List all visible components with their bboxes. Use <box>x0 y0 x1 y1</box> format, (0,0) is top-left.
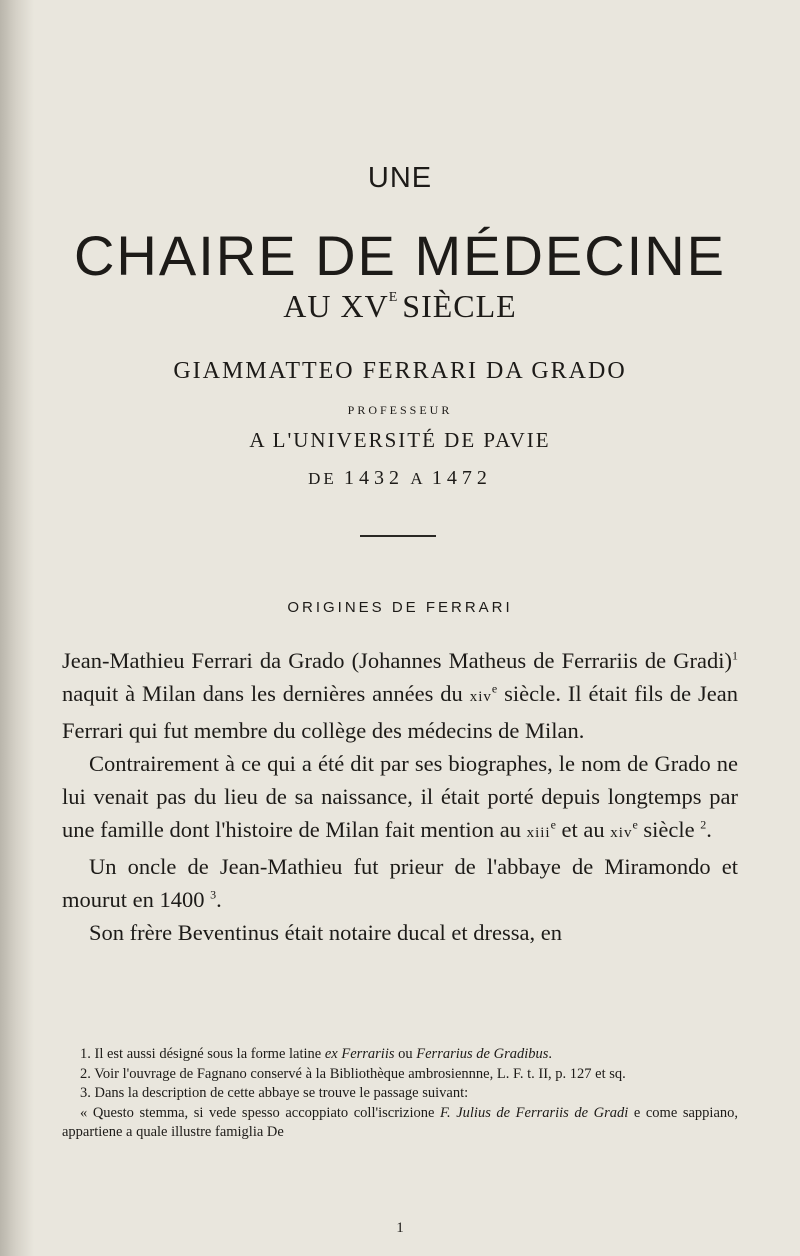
p1-roman-century: xiv <box>469 689 492 705</box>
author-name: GIAMMATTEO FERRARI DA GRADO <box>173 358 627 384</box>
date-from: 1432 <box>344 467 404 489</box>
p1-text-c: siècle. Il était fils de Jean Ferrari qui fut membre du collège des médecins de Milan. <box>62 681 738 743</box>
date-range <box>0 467 800 490</box>
footnote-1-text-a: 1. Il est aussi désigné sous la forme latine <box>80 1046 325 1062</box>
footnote-3-quote-italic: F. Julius de Ferrariis de Gradi <box>440 1104 629 1121</box>
footnote-1 <box>62 1045 738 1065</box>
footnote-ref-3: 3 <box>210 887 217 902</box>
footnotes <box>62 1045 738 1143</box>
footnote-1-italic-1: ex Ferrariis <box>324 1046 395 1062</box>
p2-text-c: siècle <box>637 817 701 842</box>
p3-text-b: . <box>216 887 222 912</box>
p2-text-b: et au <box>555 817 611 842</box>
footnote-3-quote-a: « Questo stemma, si vede spesso accoppiato coll'iscrizione <box>80 1104 441 1121</box>
section-title: ORIGINES DE FERRARI <box>287 599 513 616</box>
footnote-1-italic-2: Ferrarius de Gradibus <box>416 1046 549 1062</box>
paragraph-4: Son frère Beventinus était notaire ducal et dressa, en <box>89 920 562 945</box>
paragraph-2 <box>62 747 738 850</box>
p2-roman-century-1: xiii <box>526 825 551 841</box>
body-text <box>62 644 738 949</box>
century-suffix: SIÈCLE <box>402 288 517 324</box>
p3-text-a: Un oncle de Jean-Mathieu fut prieur de l'abbaye de Miramondo et mourut en 1400 <box>62 854 738 912</box>
date-to: 1472 <box>431 467 492 489</box>
university: A L'UNIVERSITÉ DE PAVIE <box>249 428 551 452</box>
footnote-1-text-b: ou <box>394 1046 417 1062</box>
paragraph-1 <box>62 644 738 747</box>
footnote-ref-1: 1 <box>732 648 738 663</box>
footnote-1-text-c: . <box>548 1046 553 1062</box>
p2-text-d: . <box>706 817 712 842</box>
divider-rule <box>360 535 436 537</box>
page-title: CHAIRE DE MÉDECINE <box>73 224 727 287</box>
p1-text-b: naquit à Milan dans les dernières années du <box>62 681 470 706</box>
footnote-3-quote-b: e come sappiano, appartiene a quale illustre famiglia De <box>62 1104 738 1140</box>
dates-de: DE <box>308 469 337 488</box>
author-role: PROFESSEUR <box>347 403 453 417</box>
title-kicker: UNE <box>367 162 433 194</box>
century-heading <box>0 288 800 325</box>
p1-text-a: Jean-Mathieu Ferrari da Grado (Johannes Matheus de Ferrariis de Gradi) <box>62 648 732 673</box>
century-prefix: AU XV <box>283 288 389 324</box>
footnote-ref-2: 2 <box>700 817 707 832</box>
dates-a: A <box>410 469 425 488</box>
p2-text-a: Contrairement à ce qui a été dit par ses biographes, le nom de Grado ne lui venait pas du lieu de sa naissance, il était porté depuis longtemps par une famille dont l'histoire de Milan fait mention au <box>62 751 738 842</box>
footnote-3: 3. Dans la description de cette abbaye se trouve le passage suivant: <box>80 1085 469 1101</box>
footnote-2: 2. Voir l'ouvrage de Fagnano conservé à la Bibliothèque ambrosiennne, L. F. t. II, p. 127 et sq. <box>80 1065 626 1082</box>
p2-century-sup-2: e <box>632 817 638 832</box>
paragraph-3 <box>62 850 738 916</box>
p2-century-sup-1: e <box>550 817 556 832</box>
p2-roman-century-2: xiv <box>610 825 633 841</box>
century-sup: E <box>388 290 399 305</box>
page-number: 1 <box>396 1220 404 1236</box>
footnote-3-quote <box>62 1104 738 1143</box>
p1-century-sup: e <box>491 681 498 696</box>
